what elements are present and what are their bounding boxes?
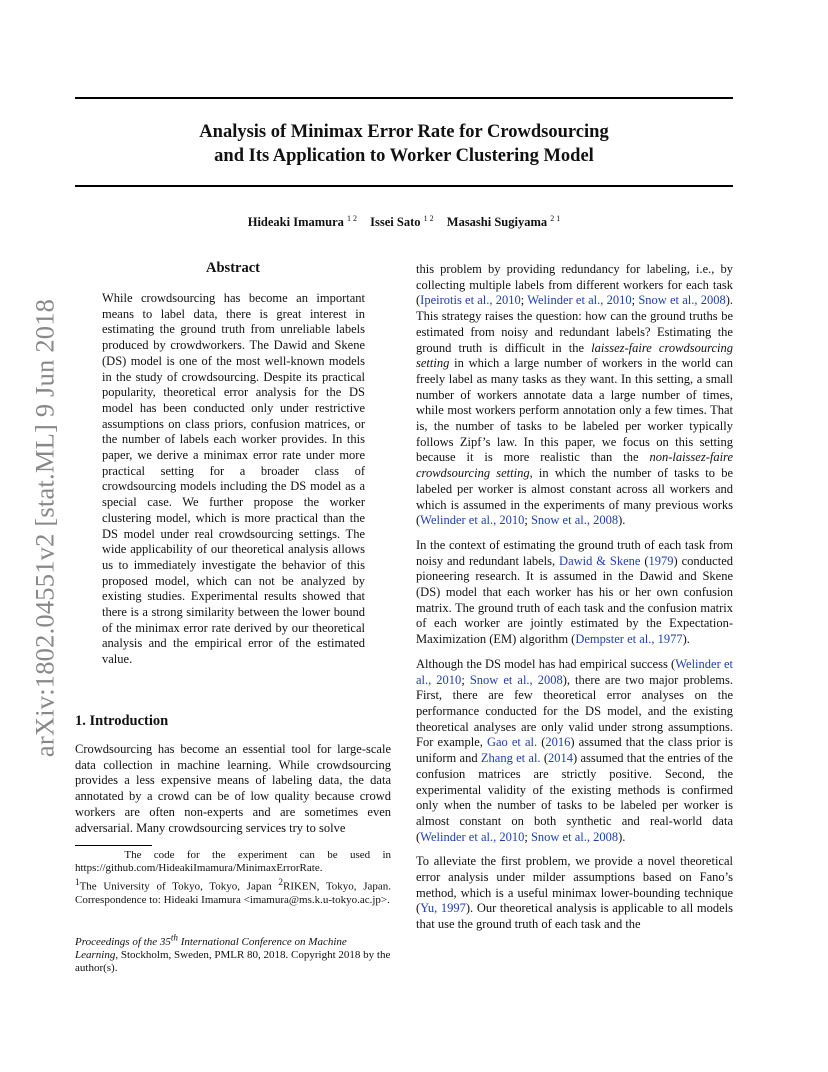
author-name: Masashi Sugiyama [446,215,548,229]
footnote-aff-2: RIKEN, Tokyo, Japan. Correspondence to: Hideaki Imamura <imamura@ms.k.u-tokyo.ac.jp>. [75,880,391,906]
paper-title-line-1: Analysis of Minimax Error Rate for Crowdsourcing [199,122,609,142]
proceedings-rest: , Stockholm, Sweden, PMLR 80, 2018. Copyright 2018 by the author(s). [75,949,391,975]
introduction-left-column [75,742,391,836]
proceedings-prefix: Proceedings of the 35 [75,935,171,948]
citation-link[interactable]: 2014 [548,751,574,766]
citation-link[interactable]: Welinder et al., 2010 [416,656,734,687]
citation-link[interactable]: Welinder et al., 2010 [420,513,525,528]
author-list [75,214,733,230]
abstract-heading: Abstract [206,260,260,276]
paper-title-line-2: and Its Application to Worker Clustering Model [214,146,594,166]
footnotes [75,849,391,907]
right-paragraph-4: To alleviate the first problem, we provide a novel theoretical error analysis under milder assumptions based on Fano’s method, which is a useful minimax lower-bounding technique (Yu, 1997). Our theoretical analysis is applicable to all models that use the ground truth of each task and the [416,854,733,932]
proceedings-note [75,931,391,976]
author-name: Hideaki Imamura [247,215,344,229]
abstract-body [102,291,365,668]
arxiv-identifier: arXiv:1802.04551v2 [stat.ML] 9 Jun 2018 [29,298,60,758]
footnote-aff-1: The University of Tokyo, Tokyo, Japan [79,880,279,893]
bottom-rule [75,185,733,187]
author-affiliation: 2 1 [550,214,561,223]
top-rule [75,97,733,99]
footnote-code-text: The code for the experiment can be used in https://github.com/HideakiImamura/MinimaxErrorRate. [75,849,391,875]
section-heading-introduction: 1. Introduction [75,713,169,729]
citation-link[interactable]: Snow et al., 2008 [638,293,726,308]
citation-link[interactable]: Snow et al., 2008 [530,829,619,844]
citation-link[interactable]: Ipeirotis et al., 2010 [420,293,521,308]
right-paragraph-3: Although the DS model has had empirical success (Welinder et al., 2010; Snow et al., 2008), there are two major problems. First, there are few theoretical error analyses on the performance conducted for the DS model, and the existing theoretical analyses are only valid under strong assumptions. For example, Gao et al. (2016) assumed that the class prior is uniform and Zhang et al. (2014) assumed that the entries of the confusion matrices are strictly positive. Second, the experimental validity of the existing methods is confirmed only when the number of tasks to be labeled per worker is almost constant on both synthetic and real-world data (Welinder et al., 2010; Snow et al., 2008). [416,656,734,844]
footnote-affiliations: $^1$The University of Tokyo, Tokyo, Japan $^2$RIKEN, Tokyo, Japan. Correspondence to: Hideaki Imamura <imamura@ms.k.u-tokyo.ac.jp>. [75,876,391,906]
citation-link[interactable]: Zhang et al. [480,751,541,766]
intro-paragraph: Crowdsourcing has become an essential tool for large-scale data collection in machine learning. While crowdsourcing provides a less expensive means of labeling data, the data annotated by a crowd can be of low quality because crowd workers are often non-experts and are sometimes even adversarial. Many crowdsourcing services try to solve [75,742,391,835]
citation-link[interactable]: Yu, 1997 [420,901,466,916]
right-paragraph-1: this problem by providing redundancy for labeling, i.e., by collecting multiple labels from different workers for each task (Ipeirotis et al., 2010; Welinder et al., 2010; Snow et al., 2008). This strategy raises the question: how can the ground truths be estimated from noisy and redundant labels? Estimating the ground truth is difficult in the laissez-faire crowdsourcing setting in which a large number of workers in the world can freely label as many tasks as they want. In this setting, a small number of workers annotate data a large number of times, while most workers perform annotation only a few times. That is, the number of tasks to be labeled per worker typically follows Zipf’s law. In this paper, we focus on this setting because it is more realistic than the non-laissez-faire crowdsourcing setting, in which the number of tasks to be labeled per worker is almost constant across all workers and which is assumed in the experiments of many previous works (Welinder et al., 2010; Snow et al., 2008). [416,262,733,528]
citation-link[interactable]: 1979 [648,553,674,568]
proceedings-suffix: International Conference on Machine Learning [75,935,347,962]
author-affiliation: 1 2 [347,214,358,223]
citation-link[interactable]: 2016 [545,735,571,750]
footnote-rule [75,845,152,846]
right-paragraph-2: In the context of estimating the ground truth of each task from noisy and redundant labels, Dawid & Skene (1979) conducted pioneering research. It is assumed in the Dawid and Skene (DS) model that each worker has his or her own confusion matrix. The ground truth of each task and the confusion matrix of each worker are jointly estimated by the Expectation-Maximization (EM) algorithm (Dempster et al., 1977). [416,537,733,647]
proceedings-sup: th [170,932,178,942]
citation-link[interactable]: Welinder et al., 2010 [527,293,632,308]
citation-link[interactable]: Snow et al., 2008 [469,672,563,687]
author-name: Issei Sato [370,215,421,229]
abstract-text: While crowdsourcing has become an important means to label data, there is great interest in estimating the ground truth from unreliable labels produced by crowdworkers. The Dawid and Skene (DS) model is one of the most well-known models in the study of crowdsourcing. Despite its practical popularity, theoretical error analysis for the DS model has been conducted only under restrictive assumptions on class priors, confusion matrices, or the number of labels each worker provides. In this paper, we derive a minimax error rate under more practical setting for a broader class of crowdsourcing models including the DS model as a special case. We further propose the worker clustering model, which is more practical than the DS model under real crowdsourcing settings. The wide applicability of our theoretical analysis allows us to immediately investigate the behavior of this proposed model, which can not be analyzed by existing studies. Experimental results showed that there is a strong similarity between the lower bound of the minimax error rate derived by our theoretical analysis and the empirical error of the estimated value. [102,291,365,667]
citation-link[interactable]: Dempster et al., 1977 [575,632,683,647]
citation-link[interactable]: Gao et al. [486,735,538,750]
citation-link[interactable]: Dawid & Skene [559,553,641,568]
author-affiliation: 1 2 [423,214,434,223]
citation-link[interactable]: Snow et al., 2008 [530,513,619,528]
citation-link[interactable]: Welinder et al., 2010 [420,829,525,844]
footnote-code [75,849,391,876]
right-column [416,262,733,942]
